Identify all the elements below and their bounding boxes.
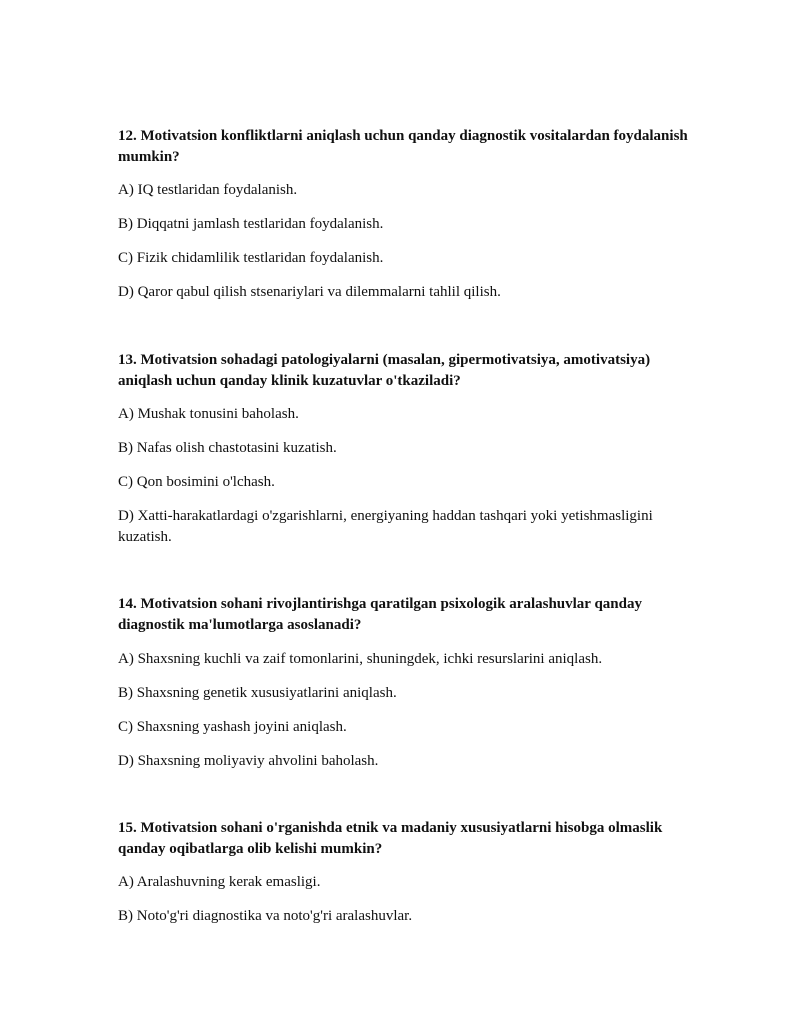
question-title: 14. Motivatsion sohani rivojlantirishga qaratilgan psixologik aralashuvlar qanday diagnostik ma'lumotlarga asoslanadi? — [118, 596, 642, 633]
answer-option-c: C) Fizik chidamlilik testlaridan foydalanish. — [118, 250, 384, 266]
answer-option-b: B) Noto'g'ri diagnostika va noto'g'ri aralashuvlar. — [118, 908, 413, 924]
question-title: 12. Motivatsion konfliktlarni aniqlash uchun qanday diagnostik vositalardan foydalanish mumkin? — [118, 128, 688, 165]
answer-option-b: B) Shaxsning genetik xususiyatlarini aniqlash. — [118, 685, 397, 701]
answer-option-d: D) Qaror qabul qilish stsenariylari va dilemmalarni tahlil qilish. — [118, 284, 501, 300]
question-12 — [118, 126, 688, 300]
answer-option-b: B) Nafas olish chastotasini kuzatish. — [118, 440, 337, 456]
answer-option-b: B) Diqqatni jamlash testlaridan foydalanish. — [118, 216, 384, 232]
answer-option-a: A) Aralashuvning kerak emasligi. — [118, 874, 321, 890]
question-title: 15. Motivatsion sohani o'rganishda etnik va madaniy xususiyatlarni hisobga olmaslik qanday oqibatlarga olib kelishi mumkin? — [118, 820, 663, 857]
question-13 — [118, 350, 688, 545]
answer-option-a: A) Shaxsning kuchli va zaif tomonlarini, shuningdek, ichki resurslarini aniqlash. — [118, 651, 603, 667]
answer-option-c: C) Shaxsning yashash joyini aniqlash. — [118, 719, 347, 735]
answer-option-d: D) Xatti-harakatlardagi o'zgarishlarni, energiyaning haddan tashqari yoki yetishmasligini kuzatish. — [118, 508, 653, 545]
answer-option-c: C) Qon bosimini o'lchash. — [118, 474, 275, 490]
question-title: 13. Motivatsion sohadagi patologiyalarni (masalan, gipermotivatsiya, amotivatsiya) aniqlash uchun qanday klinik kuzatuvlar o'tkaziladi? — [118, 352, 651, 389]
question-14 — [118, 594, 688, 769]
answer-option-d: D) Shaxsning moliyaviy ahvolini baholash. — [118, 753, 379, 769]
question-15 — [118, 818, 688, 924]
answer-option-a: A) IQ testlaridan foydalanish. — [118, 182, 298, 198]
answer-option-a: A) Mushak tonusini baholash. — [118, 406, 299, 422]
